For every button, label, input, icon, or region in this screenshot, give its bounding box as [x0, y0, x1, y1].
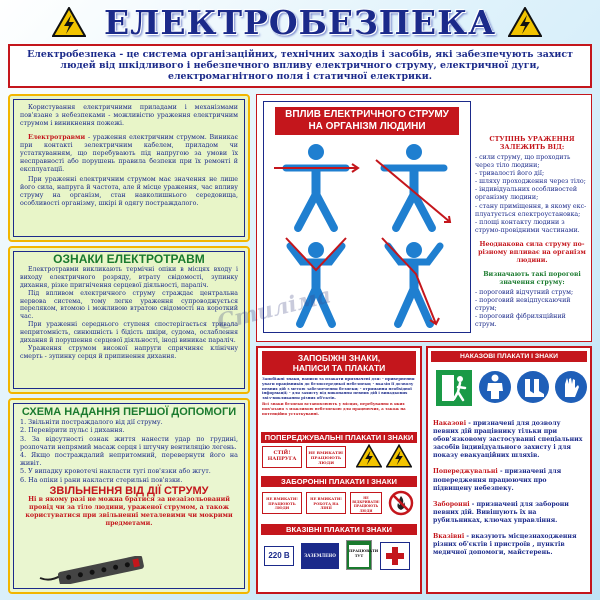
high-voltage-triangle-icon	[386, 444, 412, 468]
first-aid-step: 3. За відсутності ознак життя нанести удар по грудині, розпочати непрямий масаж серця і штучну вентиляцію легень.	[20, 434, 238, 451]
grounded-sign: ЗАЗЕМЛЕНО	[300, 542, 340, 570]
first-aid-steps	[20, 418, 238, 484]
intro-text: Користування електричними приладами і механізмами пов'язане з небезпеками - можливістю ураження електричним струмом і виникнення пожежі.	[20, 104, 238, 127]
safety-signs-text: Запобіжні знаки, написи та плакати призначені для: - привернення уваги працівників до безпосередньої небезпеки; - вказіп її дозволу певних дій з метою забезпечення безпеки; - отримання необхідної інформації; - для захисту від виконання певних дій і випадкових звіз-викликання різних об'єктів. Всі знаки безпеки встановлюють у місцях, перебування в яких пов'язано з можливою небезпекою для працюючих, а також на потенційно устаткуванні.	[262, 376, 415, 416]
stop-voltage-sign: СТІЙ! НАПРУГА	[262, 446, 302, 468]
release-text: Ні в якому разі не можна братися за незаізольований провід чи за тіло людини, ураженої струмом, а також користуватися при звільненні металевими чи мокрими предметами.	[25, 496, 233, 528]
voltage-220-sign: 220 В	[264, 546, 294, 566]
first-aid-step: 5. У випадку кровотечі накласти тугі пов'язки або жгут.	[20, 467, 211, 476]
exit-sign-icon	[436, 370, 472, 406]
description-indication: Вказівні - вказують місцезнаходження різних об'єктів і пристроїв , пунктів медичної допомоги, майстерень.	[433, 533, 577, 557]
power-strip-icon	[38, 556, 148, 584]
symptoms-p1: Електротравми викликають термічні опіки в місцях входу і виходу електричного розряду, втрату свідомості, зупинку дихання, різке пригнічення серцевої діяльності, параліч.	[20, 265, 238, 289]
high-voltage-warning-icon	[52, 7, 86, 37]
do-not-switch-sign: НЕ ВМИКАТИ! ПРАЦЮЮТЬ ЛЮДИ	[306, 446, 346, 468]
first-aid-step: 4. Якщо постраждалий непритомний, перевернути його на живіт.	[20, 451, 238, 468]
electrotrauma-lead: Електротравми	[28, 134, 86, 141]
current-effect-title: ВПЛИВ ЕЛЕКТРИЧНОГО СТРУМУ НА ОРГАНІЗМ ЛЮДИНИ	[274, 106, 460, 136]
electrotrauma-rest: - ураження електричним струмом. Виникає при контакті зелектричним кабелем, приладом чи устаткуванням, що перебувають під напругою за умови їх несправності або порушень правила безпеки при їх ремонті й експлуатації.	[20, 134, 238, 173]
release-title: ЗВІЛЬНЕННЯ ВІД ДІЇ СТРУМУ	[49, 484, 209, 497]
safety-signs-panel	[256, 346, 422, 594]
degree-factor: - індивідуальних особливостей організму людини;	[475, 186, 578, 202]
degree-factor: - тривалості його дії;	[475, 170, 545, 178]
prohibition-signs-bar: ЗАБОРОННІ ПЛАКАТИ І ЗНАКИ	[261, 476, 417, 487]
threshold-item: - пороговий фібриляційний струм.	[475, 313, 566, 329]
high-voltage-triangle-icon	[356, 444, 382, 468]
definition-text: Електробезпека - це система організаційних, технічних заходів і засобів, які забезпечують захист людей від шкідливого і небезпечного впливу електричного струму, електричної дуги, електромагнітного поля і статичної електрики.	[27, 49, 573, 82]
wear-boots-icon	[516, 370, 550, 404]
symptoms-p2: Під впливом електричного струму страждає центральна нервова система, тому легке ураження супроводжується переляком, втомою і можливою втратою свідомості на короткий час.	[20, 289, 238, 321]
description-prohibition: Заборонні - призначені для заборони певних дій. Вивішують їх на рубильниках, ключах управління.	[433, 500, 569, 524]
mandatory-signs-bar: НАКАЗОВІ ПЛАКАТИ І ЗНАКИ	[431, 351, 587, 362]
description-warning: Попереджувальні - призначені для попередження працюючих про підвищену небезпеку.	[433, 468, 562, 492]
current-factors-column	[475, 135, 589, 335]
prohibition-sign: НЕ ВМИКАТИ! РОБОТА НА ЛІНІЇ	[306, 492, 346, 514]
symptoms-panel	[8, 246, 250, 394]
first-aid-step: 1. Звільніти постраждалого від дії струму.	[20, 418, 163, 427]
first-aid-title: СХЕМА НАДАННЯ ПЕРШОЇ ДОПОМОГИ	[21, 406, 237, 418]
prohibition-sign: НЕ ВМИКАТИ! ПРАЦЮЮТЬ ЛЮДИ	[262, 492, 302, 514]
sign-descriptions	[433, 420, 587, 557]
first-aid-cross-icon	[380, 542, 410, 570]
current-note: Неоднакова сила струму по-різному впливає на організм людини.	[478, 240, 586, 264]
intro-panel	[8, 94, 250, 242]
symptoms-p3: При ураженні середнього ступеня спостерігається тривала непритомність, синюшність і бідість шкіри, судома, ослаблення дихання й порушення серцевої діяльності, іноді виникає параліч.	[20, 321, 238, 345]
description-mandatory: Наказові - призначені для дозволу певних дій працівнику тільки при обов'язковому застосуванні спеціальних засобів індивідуального захисту і для показу евакуаційних шляхів.	[433, 420, 583, 460]
indication-signs-bar: ВКАЗІВНІ ПЛАКАТИ І ЗНАКИ	[261, 524, 417, 535]
degree-factor: - шляху проходження через тіло;	[475, 178, 586, 186]
first-aid-step: 6. На опіки і рани накласти стерильні пов'язки.	[20, 475, 183, 484]
first-aid-panel	[8, 398, 250, 594]
symptoms-p4: Ураження струмом високої напруги спричиняє клінічну смерть - зупинку серця й припинення дихання.	[20, 344, 238, 360]
poster-title: ЕЛЕКТРОБЕЗПЕКА	[104, 2, 496, 42]
definition-box	[8, 44, 592, 88]
degree-factors	[475, 154, 589, 235]
threshold-item: - пороговий відчутний струм;	[475, 288, 574, 296]
prohibition-sign: НЕ ВІДКРИВАТИ! ПРАЦЮЮТЬ ЛЮДИ	[350, 492, 382, 514]
watermark-logo: Стиліма	[214, 282, 334, 336]
wear-gloves-icon	[554, 370, 588, 404]
injury-factors-text: При ураженні електричним струмом має значення не лише його сила, напруга й частота, але й місце ураження, час впливу струму на організм, стан навколишнього середовища, особливості організму, шкірі й одягу постраждалого.	[20, 176, 238, 207]
symptoms-title: ОЗНАКИ ЕЛЕКТРОТРАВМ	[53, 252, 205, 266]
warning-signs-bar: ПОПЕРЕДЖУВАЛЬНІ ПЛАКАТИ І ЗНАКИ	[261, 432, 417, 443]
thresholds-title: Визначають такі порогові значення струму:	[483, 270, 581, 286]
threshold-item: - пороговий невідпускаючий струм;	[475, 297, 571, 313]
degree-factor: - стану приміщення, в якому екс-плуатується електроустановка;	[475, 202, 587, 218]
degree-title: СТУПІНЬ УРАЖЕННЯ ЗАЛЕЖИТЬ ВІД:	[489, 135, 575, 151]
high-voltage-warning-icon	[508, 7, 542, 37]
first-aid-step: 2. Перевірити пульс і дихання.	[20, 426, 125, 435]
thresholds-list	[475, 289, 589, 329]
degree-factor: - площі контакту людини з струмо-провідними частинами.	[475, 218, 580, 234]
sign-descriptions-panel	[426, 346, 592, 594]
wear-protective-suit-icon	[478, 370, 512, 404]
no-fire-icon	[388, 490, 414, 516]
safety-signs-title: ЗАПОБІЖНІ ЗНАКИ, НАПИСИ ТА ПЛАКАТИ	[262, 351, 416, 375]
electrotrauma-definition	[20, 134, 238, 174]
work-here-sign: ПРАЦЮВАТИ ТУТ	[346, 540, 372, 570]
degree-factor: - сили струму, що проходить через тіло людини;	[475, 154, 571, 170]
